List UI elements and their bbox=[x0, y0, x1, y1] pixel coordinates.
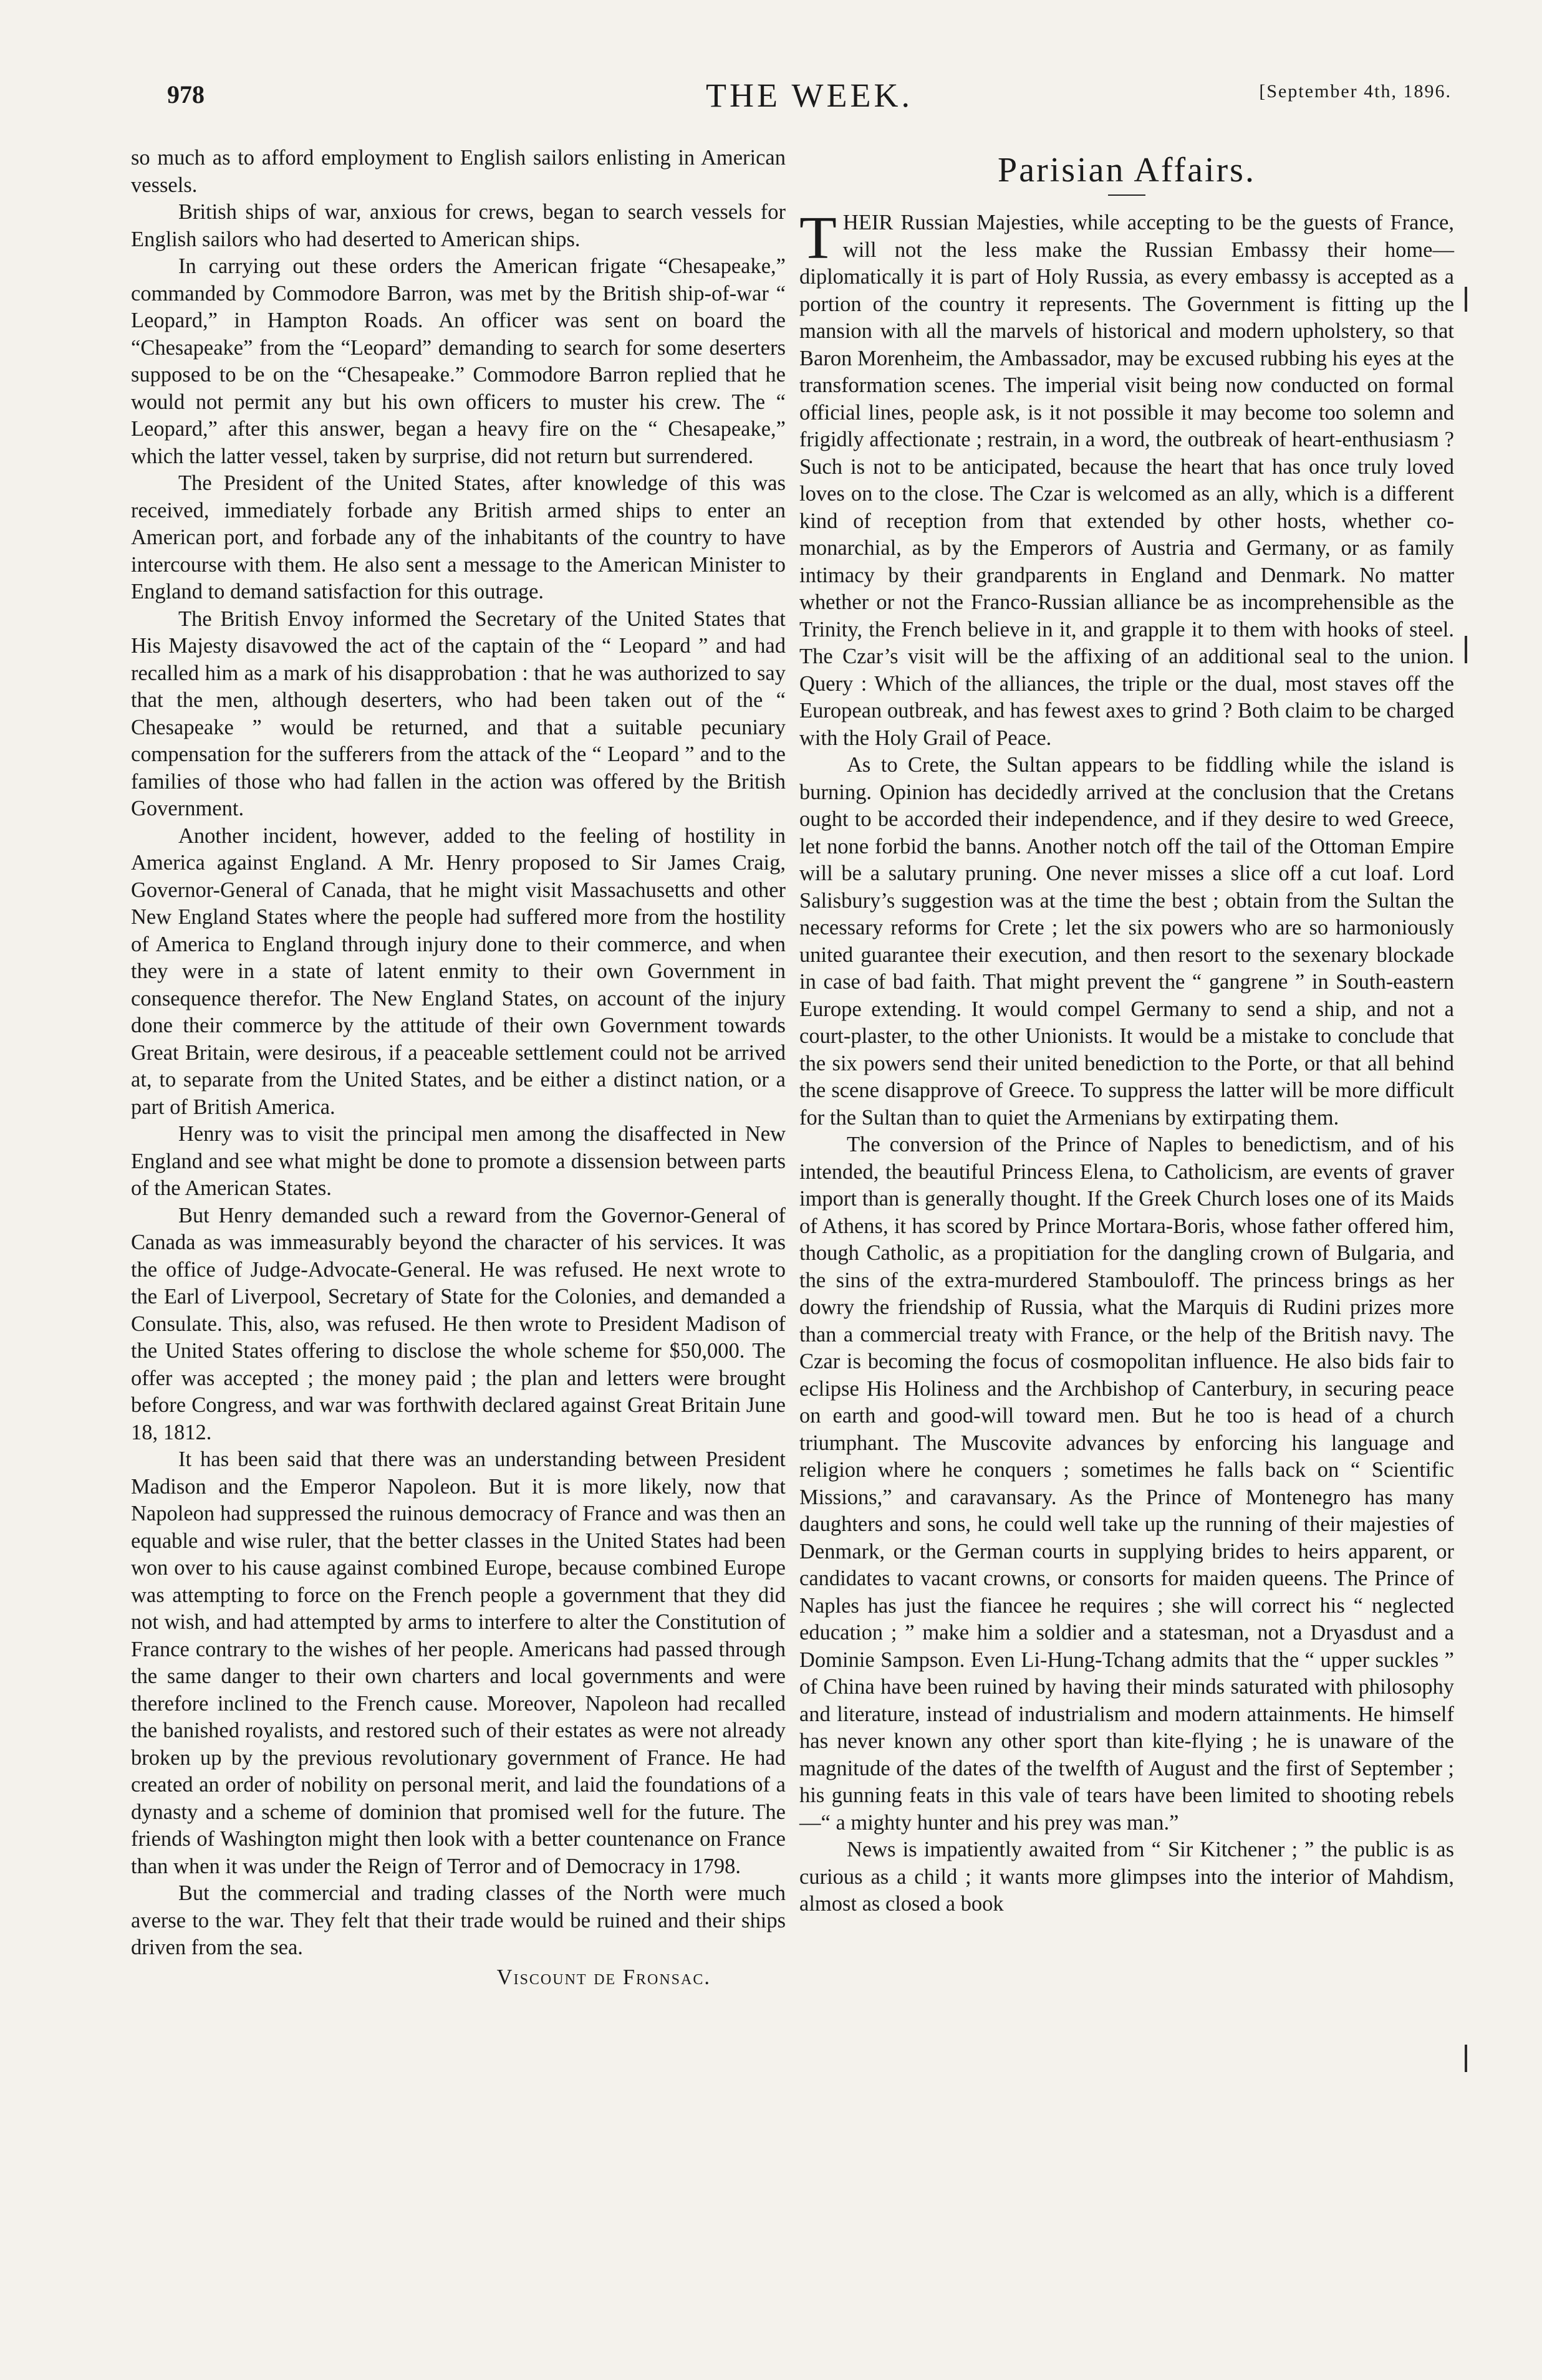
title-rule bbox=[1108, 194, 1145, 196]
article-paragraph: But Henry demanded such a reward from the Governor-General of Canada as was immeasurably beyond the character of his services. It was the office of Judge-Advocate-General. He was refused. He next wrote to the Earl of Liverpool, Secretary of State for the Colonies, and demanded a Consulate. This, also, was refused. He then wrote to President Madison of the United States offering to disclose the whole scheme for $50,000. The offer was accepted ; the money paid ; the plan and letters were brought before Congress, and war was forthwith declared against Great Britain June 18, 1812. bbox=[131, 1203, 786, 1444]
article-paragraph: But the commercial and trading classes of the North were much averse to the war. They felt that their trade would be ruined and their ships driven from the sea. bbox=[131, 1881, 786, 1959]
paragraph-text: HEIR Russian Majesties, while accepting to be the guests of France, will not the less make the Russian Embassy their home—diplomatically it is part of Holy Russia, as every embassy is accepted as a portion of the country it represents. The Government is fitting up the mansion with all the marvels of historical and modern upholstery, so that Baron Morenheim, the Ambassador, may be excused rubbing his eyes at the transformation scenes. The imperial visit being now conducted on formal official lines, people ask, is it not possible it may become too solemn and frigidly affectionate ; restrain, in a word, the outbreak of heart-enthusiasm ? Such is not to be anticipated, because the heart that has once truly loved loves on to the close. The Czar is welcomed as an ally, which is a different kind of reception from that extended by other hosts, whether co-monarchial, as by the Emperors of Austria and Germany, or as family intimacy by their grandparents in England and Denmark. No matter whether or not the Franco-Russian alliance be as incomprehensible as the Trinity, the French believe in it, and grapple it to them with hooks of steel. The Czar’s visit will be the affixing of an additional seal to the union. Query : Which of the alliances, the triple or the dual, most staves off the European outbreak, and has fewest axes to grind ? Both claim to be charged with the Holy Grail of Peace. bbox=[799, 211, 1454, 750]
article-paragraph: Henry was to visit the principal men among the disaffected in New England and see what might be done to promote a dissension between parts of the American States. bbox=[131, 1122, 786, 1200]
article-paragraph: Another incident, however, added to the feeling of hostility in America against England. A Mr. Henry proposed to Sir James Craig, Governor-General of Canada, that he might visit Massachusetts and other New England States where the people had suffered more from the hostility of America to England through injury done to their commerce, and when they were in a state of latent enmity to their own Government in consequence therefor. The New England States, on account of the injury done their commerce by the attitude of their own Government towards Great Britain, were desirous, if a peaceable settlement could not be arrived at, to separate from the United States, and be either a distinct nation, or a part of British America. bbox=[131, 823, 786, 1119]
article-paragraph: The conversion of the Prince of Naples to benedictism, and of his intended, the beautiful Princess Elena, to Catholicism, are events of graver import than is generally thought. If the Greek Church loses one of its Maids of Athens, it has scored by Prince Mortara-Boris, whose father offered him, though Catholic, as a propitiation for the dangling crown of Bulgaria, and the sins of the extra-murdered Stambouloff. The princess brings as her dowry the friendship of Russia, what the Marquis di Rudini prizes more than a commercial treaty with France, or the help of the British navy. The Czar is becoming the focus of cosmopolitan influence. He also bids fair to eclipse His Holiness and the Archbishop of Canterbury, in securing peace on earth and good-will toward men. But he too is head of a church triumphant. The Muscovite advances by enforcing his language and religion where he conquers ; sometimes he falls back on “ Scientific Missions,” and caravansary. As the Prince of Montenegro has many daughters and sons, he could well take up the running of their majesties of Denmark, or the German courts in supplying brides to heirs apparent, or candidates to vacant crowns, or consorts for maiden queens. The Prince of Naples has just the fiancee he requires ; she will correct his “ neglected education ; ” make him a soldier and a statesman, not a Dryasdust and a Dominie Sampson. Even Li-Hung-Tchang admits that the “ upper suckles ” of China have been ruined by having their minds saturated with philosophy and literature, instead of industrialism and modern attainments. He himself has never known any other sport than kite-flying ; he is unaware of the magnitude of the dates of the twelfth of August and the first of September ; his gunning feats in this vale of tears have been limited to shooting rebels—“ a mighty hunter and his prey was man.” bbox=[799, 1133, 1454, 1835]
article-paragraph: As to Crete, the Sultan appears to be fiddling while the island is burning. Opinion has decidedly arrived at the conclusion that the Cretans ought to be accorded their independence, and if they desire to wed Greece, let none forbid the banns. Another notch off the tail of the Ottoman Empire will be a salutary pruning. One never misses a slice off a cut loaf. Lord Salisbury’s suggestion was at the time the best ; obtain from the Sultan the necessary reforms for Crete ; let the six powers who are so harmoniously united guarantee their execution, and then resort to the sexenary blockade in case of bad faith. That might prevent the “ gangrene ” in South-eastern Europe extending. It would compel Germany to send a ship, and not a court-plaster, to the other Unionists. It would be a mistake to conclude that the six powers send their united benediction to the Porte, or that all behind the scene disapprove of Greece. To suppress the latter will be more difficult for the Sultan than to quiet the Armenians by extirpating them. bbox=[799, 753, 1454, 1130]
article-paragraph: In carrying out these orders the American frigate “Chesapeake,” commanded by Commodore Barron, was met by the British ship-of-war “ Leopard,” in Hampton Roads. An officer was sent on board the “Chesapeake” from the “Leopard” demanding to search for some deserters supposed to be on the “Chesapeake.” Commodore Barron replied that he would not permit any but his own officers to muster his crew. The “ Leopard,” after this answer, began a heavy fire on the “ Chesapeake,” which the latter vessel, taken by surprise, did not return but surrendered. bbox=[131, 254, 786, 468]
section-title: Parisian Affairs. bbox=[998, 151, 1256, 190]
left-column bbox=[131, 145, 786, 1991]
article-paragraph: It has been said that there was an understanding between President Madison and the Emperor Napoleon. But it is more likely, now that Napoleon had suppressed the ruinous democracy of France and was then an equable and wise ruler, that the better classes in the United States had been won over to his cause against combined Europe, because combined Europe was attempting to force on the French people a government that they did not wish, and had attempted by arms to interfere to alter the Constitution of France contrary to the wishes of her people. Americans had passed through the same danger to their own charters and local governments and were therefore inclined to the French cause. Moreover, Napoleon had recalled the banished royalists, and restored such of their estates as were not already broken up by the previous revolutionary government of France. He had created an order of nobility on personal merit, and laid the foundations of a dynasty and a scheme of dominion that promised well for the future. The friends of Washington might then look with a better countenance on France than when it was under the Reign of Terror and of Democracy in 1798. bbox=[131, 1447, 786, 1878]
article-paragraph: so much as to afford employment to English sailors enlisting in American vessels. bbox=[131, 146, 786, 197]
article-paragraph: The British Envoy informed the Secretary of the United States that His Majesty disavowed the act of the captain of the “ Leopard ” and had recalled him as a mark of his disapprobation : that he was authorized to say that the men, although deserters, who had been taken out of the “ Chesapeake ” would be returned, and that a suitable pecuniary compensation for the sufferers from the attack of the “ Leopard ” and to the families of those who had fallen in the action was offered by the British Government. bbox=[131, 607, 786, 820]
margin-mark bbox=[1465, 636, 1467, 663]
page-header bbox=[167, 77, 1452, 123]
margin-mark bbox=[1465, 2045, 1467, 2072]
margin-mark bbox=[1465, 287, 1467, 312]
issue-date: [September 4th, 1896. bbox=[1259, 81, 1452, 102]
article-paragraph: News is impatiently awaited from “ Sir Kitchener ; ” the public is as curious as a child ; it wants more glimpses into the interior of Mahdism, almost as closed a book bbox=[799, 1838, 1454, 1916]
article-paragraph: The President of the United States, after knowledge of this was received, immediately forbade any British armed ships to enter an American port, and forbade any of the inhabitants of the country to have intercourse with them. He also sent a message to the American Minister to England to demand satisfaction for this outrage. bbox=[131, 471, 786, 603]
author-signature: Viscount de Fronsac. bbox=[496, 1965, 711, 1989]
page-number: 978 bbox=[167, 80, 205, 108]
article-paragraph bbox=[799, 204, 1454, 752]
running-title: THE WEEK. bbox=[706, 77, 913, 114]
drop-cap: T bbox=[799, 204, 837, 272]
article-paragraph: British ships of war, anxious for crews, began to search vessels for English sailors who had deserted to American ships. bbox=[131, 200, 786, 251]
right-column bbox=[799, 150, 1454, 1918]
